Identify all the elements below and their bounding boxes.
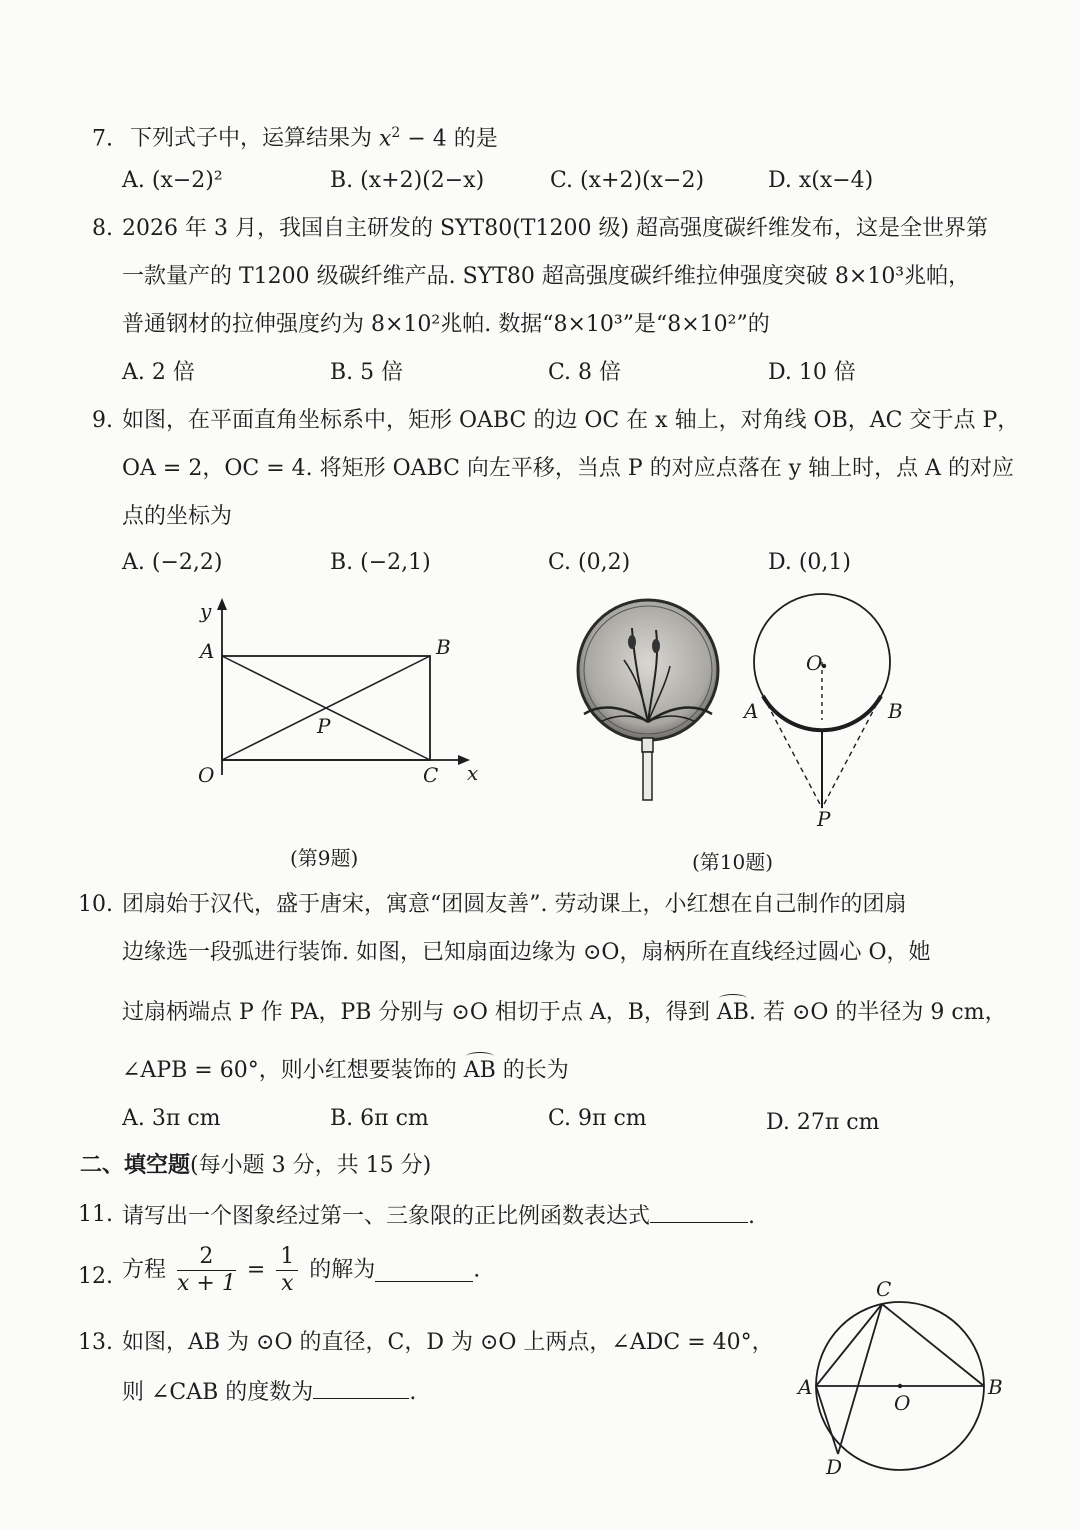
label-a: A bbox=[798, 1375, 813, 1399]
fraction-right bbox=[276, 1244, 298, 1297]
stem-text: . bbox=[409, 1380, 417, 1405]
fan-handle bbox=[643, 752, 652, 800]
stem-text: 下列式子中，运算结果为 bbox=[130, 126, 379, 152]
option-a[interactable]: A. 2 倍 bbox=[122, 360, 195, 385]
stem-line-1: 团扇始于汉代，盛于唐宋，寓意“团圆友善”. 劳动课上，小红想在自己制作的团扇 bbox=[122, 892, 907, 917]
figure-10-fan-picture bbox=[570, 590, 730, 810]
fan-handle-collar bbox=[642, 738, 653, 752]
stem-text: 请写出一个图象经过第一、三象限的正比例函数表达式 bbox=[122, 1204, 651, 1229]
label-a: A bbox=[200, 639, 215, 663]
option-c[interactable]: C. (x+2)(x−2) bbox=[550, 168, 705, 193]
question-number: 12. bbox=[78, 1264, 113, 1289]
stem-text: . bbox=[748, 1204, 756, 1229]
label-c: C bbox=[423, 763, 439, 787]
answer-blank[interactable] bbox=[375, 1259, 473, 1282]
option-b[interactable]: B. 6π cm bbox=[330, 1106, 429, 1131]
stem-text: 的长为 bbox=[495, 1058, 569, 1083]
figure-9-caption: (第9题) bbox=[290, 846, 359, 870]
stem-line-3: 点的坐标为 bbox=[122, 504, 233, 529]
tangent-pa bbox=[763, 696, 822, 808]
y-axis-arrow-icon bbox=[217, 598, 227, 610]
stem-line-1 bbox=[122, 1244, 480, 1297]
label-x: x bbox=[467, 761, 479, 785]
segment-cb bbox=[882, 1304, 984, 1386]
answer-blank[interactable] bbox=[313, 1376, 409, 1399]
numerator: 1 bbox=[276, 1244, 298, 1271]
label-o: O bbox=[198, 763, 215, 787]
figure-13-circle-diagram bbox=[790, 1276, 1020, 1530]
label-p: P bbox=[817, 807, 831, 830]
stem-line-2: OA = 2，OC = 4. 将矩形 OABC 向左平移，当点 P 的对应点落在 y 轴上时，点 A 的对应 bbox=[122, 456, 1015, 481]
stem-text: ∠APB = 60°，则小红想要装饰的 bbox=[122, 1058, 464, 1083]
option-d[interactable]: D. (0,1) bbox=[768, 550, 851, 575]
question-number: 7. bbox=[92, 126, 113, 152]
section-title: 二、填空题 bbox=[80, 1152, 191, 1178]
figure-10-tangent-diagram bbox=[740, 590, 910, 830]
section-note: (每小题 3 分，共 15 分) bbox=[190, 1153, 432, 1178]
segment-cd bbox=[838, 1304, 882, 1454]
fraction-left bbox=[177, 1244, 236, 1297]
stem-line-3 bbox=[122, 998, 1007, 1028]
option-c[interactable]: C. (0,2) bbox=[548, 550, 631, 575]
flower bbox=[628, 635, 636, 649]
answer-blank[interactable] bbox=[650, 1200, 748, 1223]
denominator: x + 1 bbox=[177, 1271, 236, 1296]
question-number: 9. bbox=[92, 408, 113, 433]
label-a: A bbox=[744, 699, 759, 723]
stem-line-2 bbox=[122, 1376, 416, 1408]
question-number: 13. bbox=[78, 1330, 113, 1355]
stem-text: 的解为 bbox=[309, 1257, 376, 1283]
label-b: B bbox=[988, 1375, 1003, 1399]
arc-notation: AB bbox=[464, 1056, 496, 1086]
option-b[interactable]: B. 5 倍 bbox=[330, 360, 404, 385]
option-d[interactable]: D. 27π cm bbox=[766, 1110, 880, 1135]
flower bbox=[652, 639, 660, 653]
stem-line-2: 一款量产的 T1200 级碳纤维产品. SYT80 超高强度碳纤维拉伸强度突破 8×10³兆帕， bbox=[122, 264, 971, 289]
stem-text: . 若 ⊙O 的半径为 9 cm， bbox=[748, 1000, 1007, 1025]
section-2-heading bbox=[80, 1150, 431, 1181]
equals-sign: = bbox=[246, 1257, 266, 1283]
label-o: O bbox=[894, 1391, 911, 1415]
stem-line-4 bbox=[122, 1056, 569, 1086]
stem-line-1: 2026 年 3 月，我国自主研发的 SYT80(T1200 级) 超高强度碳纤维发布，这是全世界第 bbox=[122, 216, 989, 241]
question-number: 11. bbox=[78, 1202, 113, 1227]
option-c[interactable]: C. 8 倍 bbox=[548, 360, 622, 385]
option-a[interactable]: A. (−2,2) bbox=[122, 550, 223, 575]
label-b: B bbox=[888, 699, 903, 723]
arc-notation: AB bbox=[717, 998, 749, 1028]
stem-line-1: 如图，在平面直角坐标系中，矩形 OABC 的边 OC 在 x 轴上，对角线 OB，AC 交于点 P， bbox=[122, 408, 1020, 433]
center-point bbox=[822, 664, 826, 668]
question-7-stem: 7. 下列式子中，运算结果为 $x^2 - 4$ 的是 bbox=[92, 125, 498, 152]
label-o: O bbox=[806, 651, 823, 675]
figure-10-caption: (第10题) bbox=[692, 850, 774, 874]
question-number: 8. bbox=[92, 216, 113, 241]
center-point bbox=[898, 1384, 902, 1388]
option-d[interactable]: D. x(x−4) bbox=[768, 168, 874, 193]
question-number: 10. bbox=[78, 892, 113, 917]
denominator: x bbox=[281, 1271, 294, 1296]
option-a[interactable]: A. (x−2)² bbox=[122, 168, 223, 193]
stem-line-1 bbox=[122, 1200, 755, 1232]
label-c: C bbox=[876, 1277, 892, 1301]
label-y: y bbox=[200, 599, 212, 623]
figure-9-rectangle-diagram bbox=[180, 590, 500, 800]
stem-text: 过扇柄端点 P 作 PA，PB 分别与 ⊙O 相切于点 A，B，得到 bbox=[122, 1000, 717, 1025]
option-a[interactable]: A. 3π cm bbox=[122, 1106, 221, 1131]
option-b[interactable]: B. (−2,1) bbox=[330, 550, 431, 575]
stem-text: 则 ∠CAB 的度数为 bbox=[122, 1380, 314, 1405]
label-b: B bbox=[436, 635, 451, 659]
stem-text: . bbox=[473, 1257, 481, 1283]
option-b[interactable]: B. (x+2)(2−x) bbox=[330, 168, 485, 193]
stem-text: 的是 bbox=[446, 126, 498, 152]
numerator: 2 bbox=[177, 1244, 236, 1271]
stem-line-1: 如图，AB 为 ⊙O 的直径，C，D 为 ⊙O 上两点，∠ADC = 40°， bbox=[122, 1330, 774, 1355]
label-p: P bbox=[317, 714, 331, 738]
stem-line-3: 普通钢材的拉伸强度约为 8×10²兆帕. 数据“8×10³”是“8×10²”的 bbox=[122, 312, 770, 337]
option-c[interactable]: C. 9π cm bbox=[548, 1106, 647, 1131]
tangent-pb bbox=[822, 696, 881, 808]
stem-line-2: 边缘选一段弧进行装饰. 如图，已知扇面边缘为 ⊙O，扇柄所在直线经过圆心 O，她 bbox=[122, 940, 931, 965]
label-d: D bbox=[826, 1455, 843, 1479]
stem-text: 方程 bbox=[122, 1257, 167, 1283]
math-x: x bbox=[379, 126, 392, 152]
segment-ad bbox=[816, 1386, 838, 1454]
option-d[interactable]: D. 10 倍 bbox=[768, 360, 856, 385]
